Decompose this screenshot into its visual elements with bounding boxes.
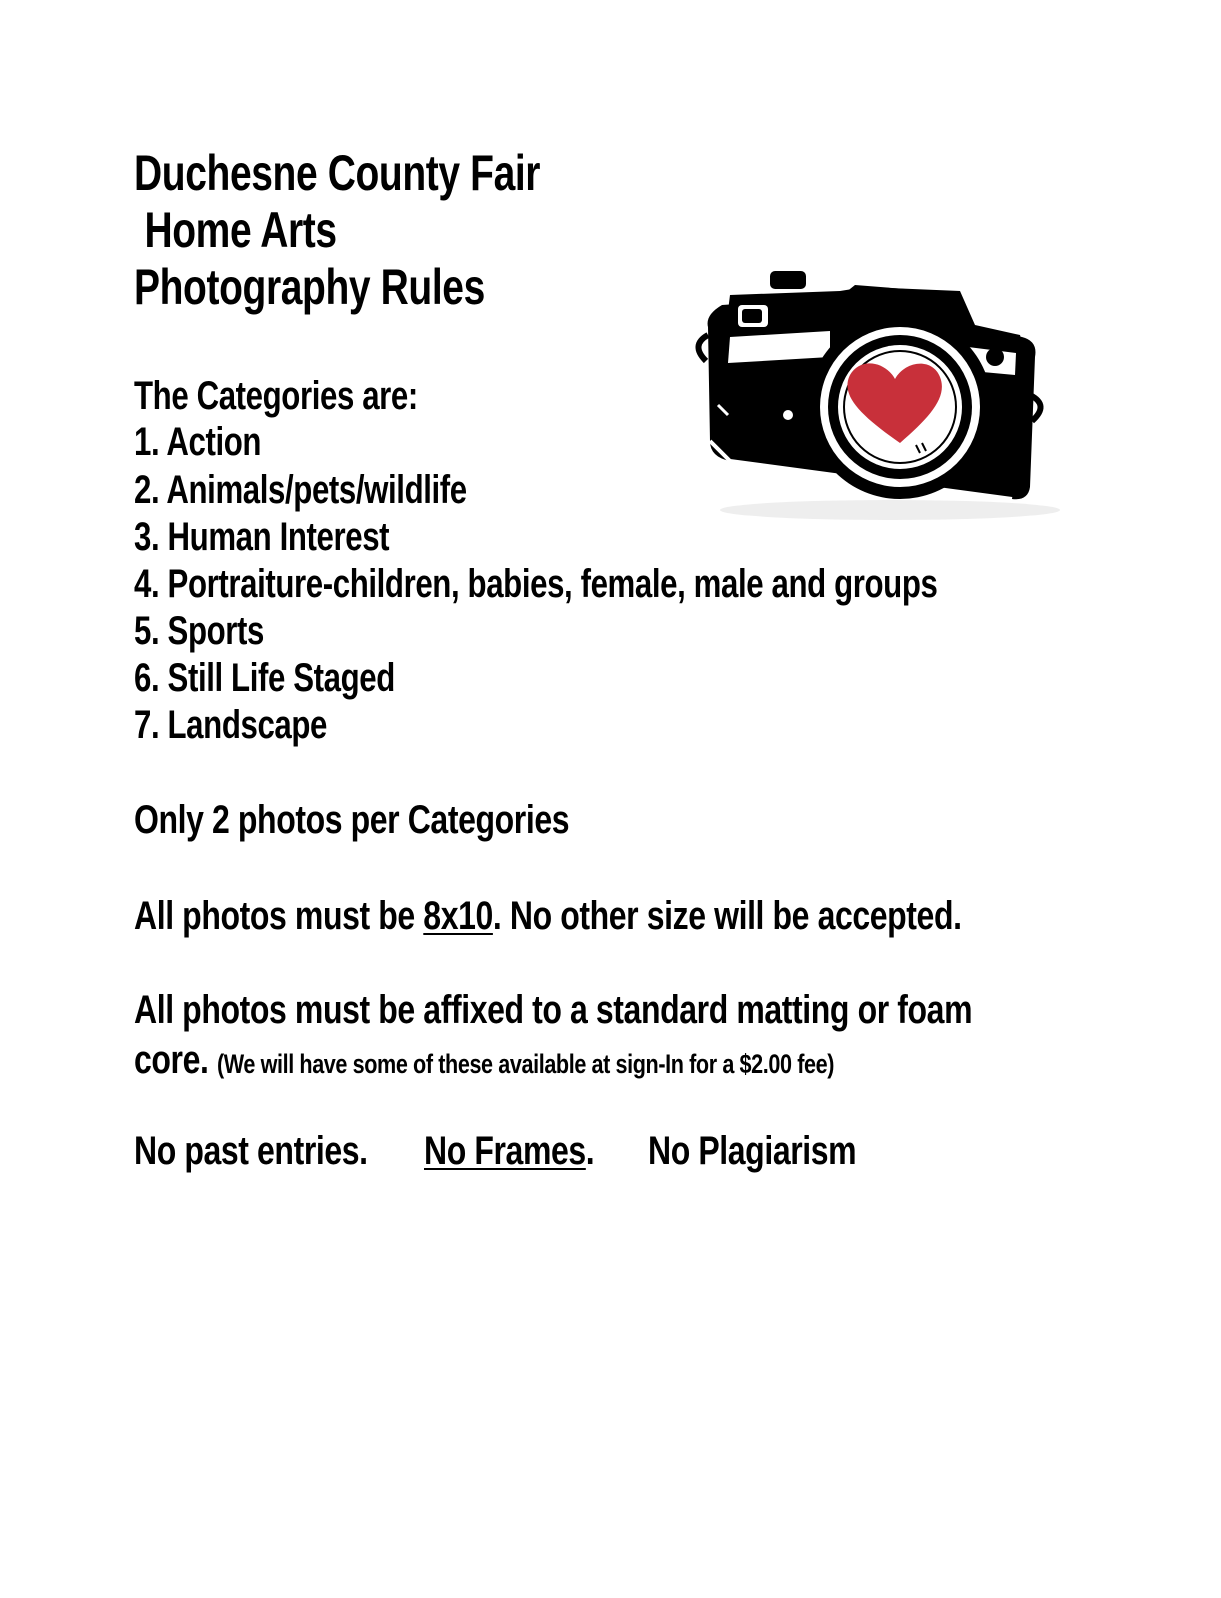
category-item: 2. Animals/pets/wildlife (134, 468, 467, 512)
photo-limit-rule: Only 2 photos per Categories (134, 798, 570, 842)
title-line-3: Photography Rules (134, 259, 485, 315)
categories-intro: The Categories are: (134, 374, 418, 418)
title-line-1: Duchesne County Fair (134, 145, 541, 201)
category-item: 5. Sports (134, 609, 264, 653)
category-item: 6. Still Life Staged (134, 656, 395, 700)
matting-rule-core: core. (134, 1038, 209, 1082)
category-item: 1. Action (134, 420, 262, 464)
size-rule-value: 8x10 (423, 894, 493, 938)
no-frames-rule (424, 1131, 594, 1171)
no-past-entries: No past entries. (134, 1129, 368, 1173)
size-rule-prefix: All photos must be (134, 894, 424, 938)
category-item: 7. Landscape (134, 703, 328, 747)
camera-heart-icon (690, 265, 1080, 525)
matting-fee-note: (We will have some of these available at sign-In for a $2.00 fee) (216, 1049, 835, 1079)
category-item: 3. Human Interest (134, 515, 390, 559)
matting-rule-line-1: All photos must be affixed to a standard matting or foam (134, 988, 973, 1032)
size-rule-suffix: . No other size will be accepted. (492, 894, 962, 938)
title-line-2: Home Arts (134, 202, 337, 258)
size-rule (134, 896, 962, 936)
no-frames-text: No Frames (424, 1129, 586, 1173)
category-item: 4. Portraiture-children, babies, female, male and groups (134, 562, 938, 606)
no-frames-period: . (585, 1129, 595, 1173)
matting-rule-line-2 (134, 1040, 834, 1080)
no-plagiarism-rule: No Plagiarism (648, 1129, 857, 1173)
